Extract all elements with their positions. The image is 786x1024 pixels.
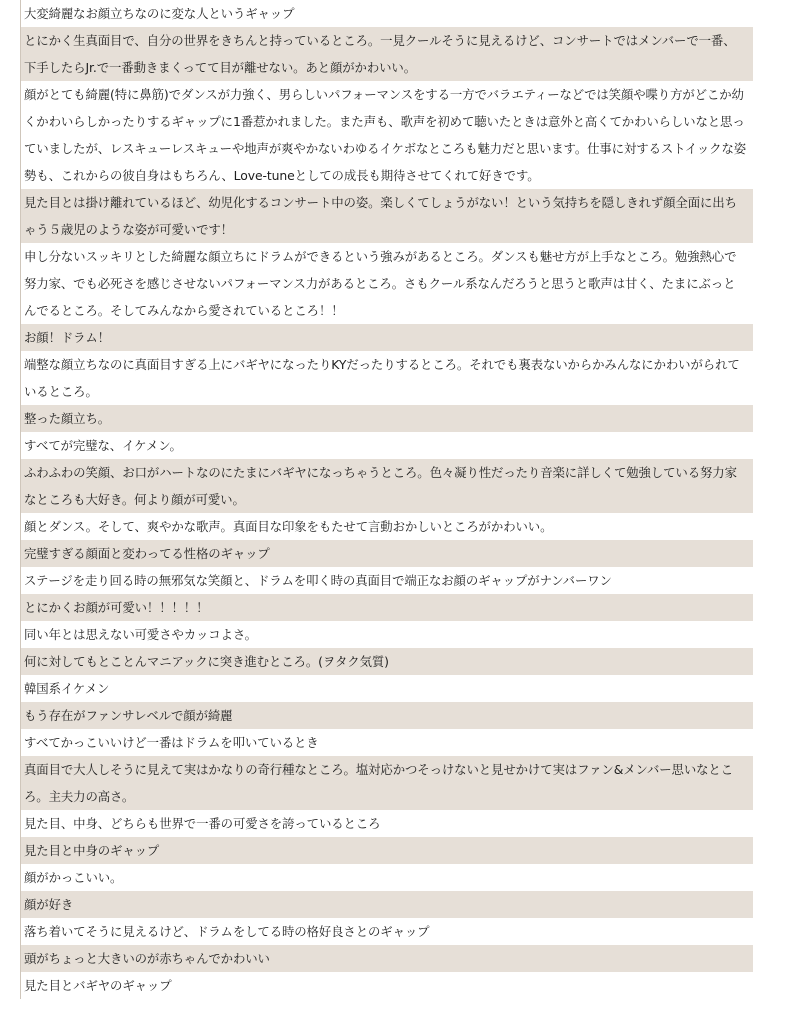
- comment-row: 韓国系イケメン: [21, 675, 753, 702]
- comment-row: 大変綺麗なお顔立ちなのに変な人というギャップ: [21, 0, 753, 27]
- comment-row: すべてかっこいいけど一番はドラムを叩いているとき: [21, 729, 753, 756]
- comment-row: 完璧すぎる顔面と変わってる性格のギャップ: [21, 540, 753, 567]
- comment-row: 同い年とは思えない可愛さやカッコよさ。: [21, 621, 753, 648]
- comment-row: 申し分ないスッキリとした綺麗な顔立ちにドラムができるという強みがあるところ。ダンスも魅せ方が上手なところ。勉強熱心で努力家、でも必死さを感じさせないパフォーマンス力があるところ。さもクール系なんだろうと思うと歌声は甘く、たまにぶっとんでるところ。そしてみんなから愛されているところ！！: [21, 243, 753, 324]
- comment-row: 頭がちょっと大きいのが赤ちゃんでかわいい: [21, 945, 753, 972]
- comment-row: 見た目とバギヤのギャップ: [21, 972, 753, 999]
- comment-row: とにかくお顔が可愛い！！！！！: [21, 594, 753, 621]
- comment-row: 顔とダンス。そして、爽やかな歌声。真面目な印象をもたせて言動おかしいところがかわいい。: [21, 513, 753, 540]
- comment-row: すべてが完璧な、イケメン。: [21, 432, 753, 459]
- comment-row: 整った顔立ち。: [21, 405, 753, 432]
- comment-row: ふわふわの笑顔、お口がハートなのにたまにバギヤになっちゃうところ。色々凝り性だったり音楽に詳しくて勉強している努力家なところも大好き。何より顔が可愛い。: [21, 459, 753, 513]
- comment-row: 落ち着いてそうに見えるけど、ドラムをしてる時の格好良さとのギャップ: [21, 918, 753, 945]
- comment-row: 真面目で大人しそうに見えて実はかなりの奇行種なところ。塩対応かつそっけないと見せかけて実はファン&メンバー思いなところ。主夫力の高さ。: [21, 756, 753, 810]
- comment-list: [20, 0, 753, 999]
- comment-row: お顔！ドラム！: [21, 324, 753, 351]
- comment-row: 見た目と中身のギャップ: [21, 837, 753, 864]
- comment-row: 何に対してもとことんマニアックに突き進むところ。(ヲタク気質): [21, 648, 753, 675]
- comment-row: もう存在がファンサレベルで顔が綺麗: [21, 702, 753, 729]
- comment-row: 顔が好き: [21, 891, 753, 918]
- comment-row: 顔がとても綺麗(特に鼻筋)でダンスが力強く、男らしいパフォーマンスをする一方でバラエティーなどでは笑顔や喋り方がどこか幼くかわいらしかったりするギャップに1番惹かれました。また声も、歌声を初めて聴いたときは意外と高くてかわいらしいなと思っていましたが、レスキューレスキューや地声が爽やかないわゆるイケボなところも魅力だと思います。仕事に対するストイックな姿勢も、これからの彼自身はもちろん、Love-tuneとしての成長も期待させてくれて好きです。: [21, 81, 753, 189]
- comment-row: ステージを走り回る時の無邪気な笑顔と、ドラムを叩く時の真面目で端正なお顔のギャップがナンバーワン: [21, 567, 753, 594]
- comment-row: とにかく生真面目で、自分の世界をきちんと持っているところ。一見クールそうに見えるけど、コンサートではメンバーで一番、下手したらJr.で一番動きまくってて目が離せない。あと顔がかわいい。: [21, 27, 753, 81]
- comment-row: 顔がかっこいい。: [21, 864, 753, 891]
- comment-row: 見た目とは掛け離れているほど、幼児化するコンサート中の姿。楽しくてしょうがない！という気持ちを隠しきれず顔全面に出ちゃう５歳児のような姿が可愛いです！: [21, 189, 753, 243]
- comment-row: 端整な顔立ちなのに真面目すぎる上にバギヤになったりKYだったりするところ。それでも裏表ないからかみんなにかわいがられているところ。: [21, 351, 753, 405]
- comment-row: 見た目、中身、どちらも世界で一番の可愛さを誇っているところ: [21, 810, 753, 837]
